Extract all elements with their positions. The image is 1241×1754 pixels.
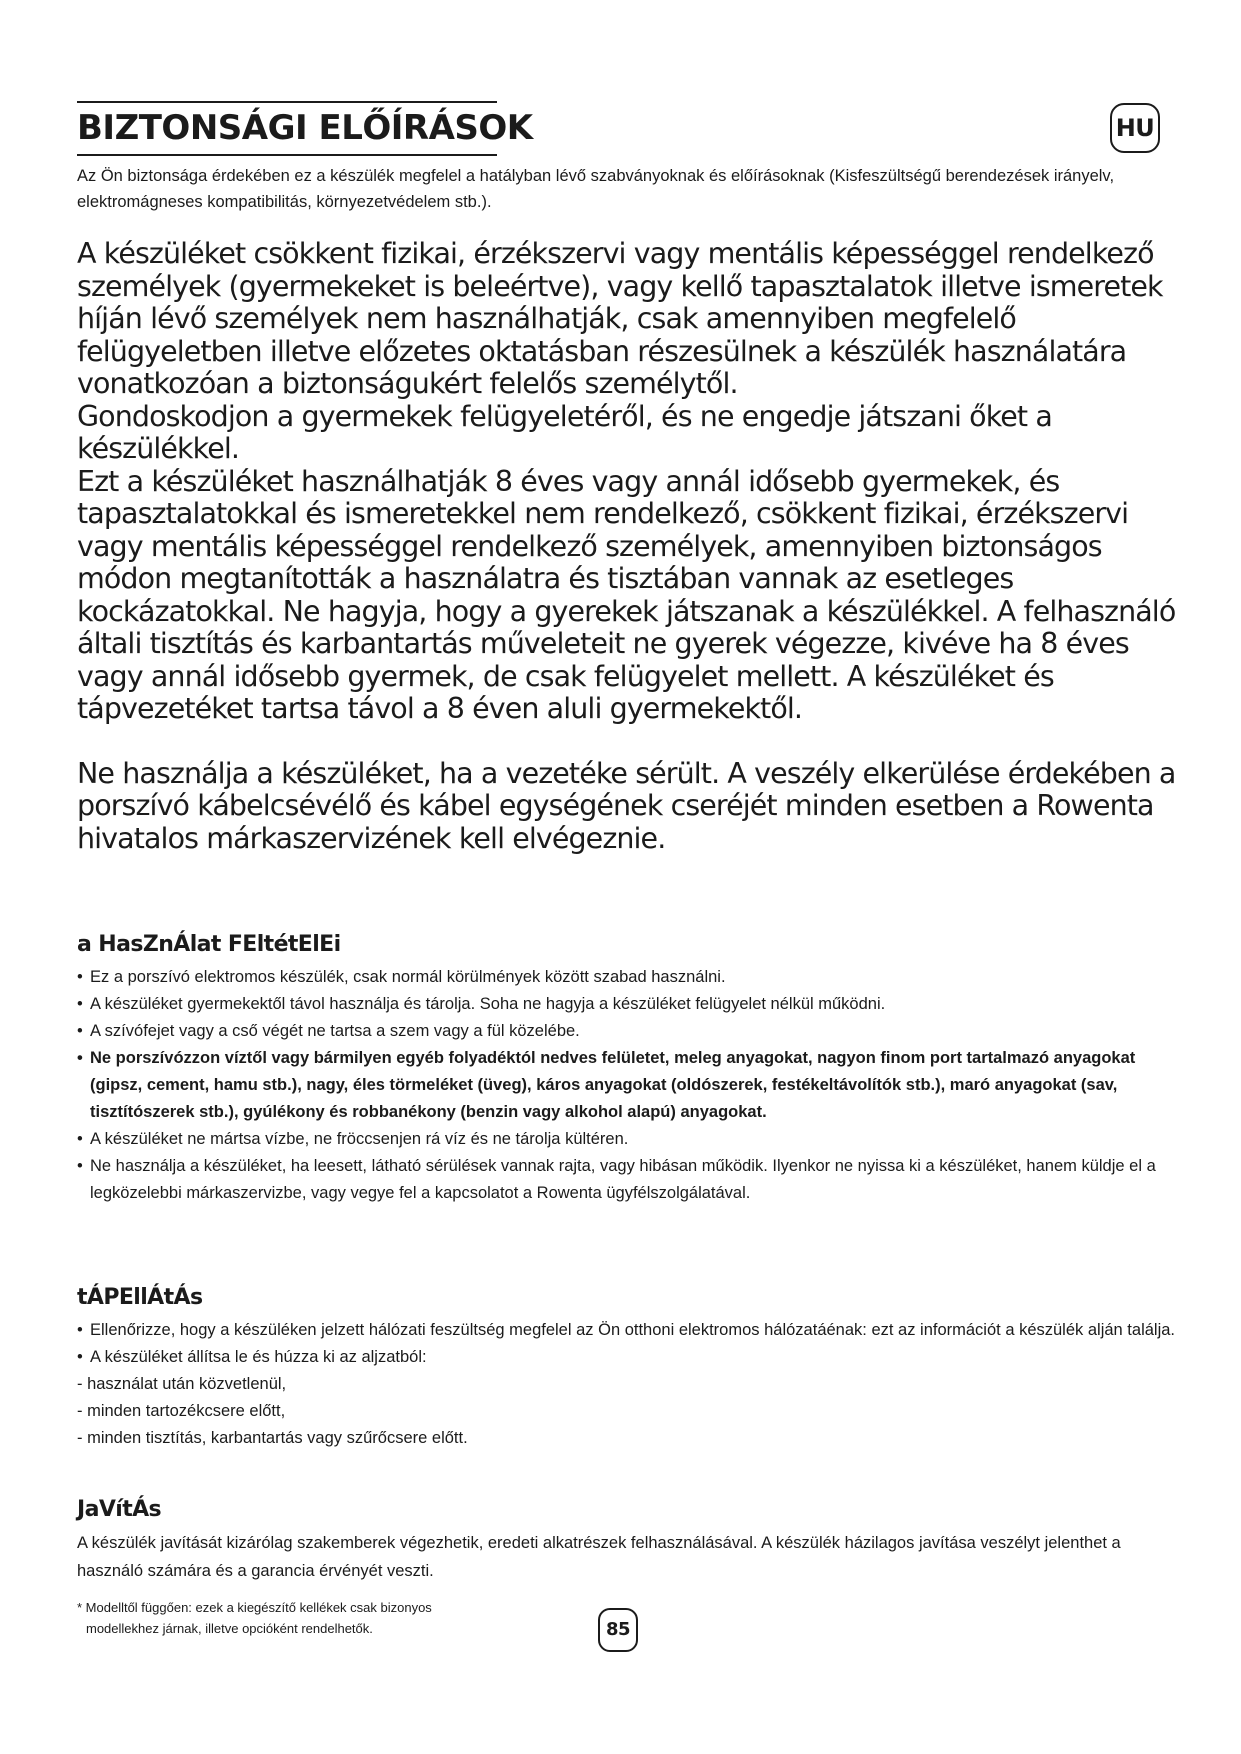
warning-paragraph: A készüléket csökkent fizikai, érzékszervi vagy mentális képességgel rendelkező személyek (gyermekeket is beleértve), vagy kellő tapasztalatok illetve ismeretek híján lévő személyek nem használhatják, csak amennyiben megfelelő felügyeletben illetve előzetes oktatásban részesülnek a készülék használatára vonatkozóan a biztonságukért felelős személytől. bbox=[77, 237, 1163, 400]
page-number: 85 bbox=[598, 1608, 638, 1652]
list-item: • A készüléket ne mártsa vízbe, ne fröccsenjen rá víz és ne tárolja kültéren. bbox=[77, 1126, 1177, 1153]
section-heading: tÁPEllÁtÁs bbox=[77, 1285, 203, 1310]
list-item-bold: • Ne porszívózzon víztől vagy bármilyen egyéb folyadéktól nedves felületet, meleg anyagokat, nagyon finom port tartalmazó anyagokat (gipsz, cement, hamu stb.), nagy, éles törmeléket (üveg), káros anyagokat (oldószerek, festékeltávolítók stb.), maró anyagokat (sav, tisztítószerek stb.), gyúlékony és robbanékony (benzin vagy alkohol alapú) anyagokat. bbox=[77, 1045, 1177, 1126]
repair-text: A készülék javítását kizárólag szakemberek végezhetik, eredeti alkatrészek felhasználásával. A készülék házilagos javítása veszélyt jelenthet a használó számára és a garancia érvényét veszti. bbox=[77, 1534, 1121, 1580]
list-item: • Ez a porszívó elektromos készülék, csak normál körülmények között szabad használni. bbox=[77, 964, 1177, 991]
list-item: • A szívófejet vagy a cső végét ne tartsa a szem vagy a fül közelébe. bbox=[77, 1018, 1177, 1045]
title-underline bbox=[77, 154, 497, 156]
paragraph-gap bbox=[77, 726, 1177, 758]
list-item: • A készüléket gyermekektől távol használja és tárolja. Soha ne hagyja a készüléket felügyelet nélkül működni. bbox=[77, 991, 1177, 1018]
warning-paragraph: Ezt a készüléket használhatják 8 éves vagy annál idősebb gyermekek, és tapasztalatokkal és ismeretekkel nem rendelkező, csökkent fizikai, érzékszervi vagy mentális képességgel rendelkező személyek, amennyiben biztonságos módon megtanították a használatra és tisztában vannak az esetleges kockázatokkal. Ne hagyja, hogy a gyerekek játszanak a készülékkel. A felhasználó általi tisztítás és karbantartás műveleteit ne gyerek végezze, kivéve ha 8 éves vagy annál idősebb gyermek, de csak felügyelet mellett. A készüléket és tápvezetéket tartsa távol a 8 éven aluli gyermekektől. bbox=[77, 464, 1176, 725]
language-badge: HU bbox=[1110, 103, 1160, 153]
sub-list-item: - használat után közvetlenül, bbox=[77, 1375, 287, 1393]
footnote-line: modellekhez járnak, illetve opcióként rendelhetők. bbox=[86, 1621, 373, 1636]
warning-paragraph: Gondoskodjon a gyermekek felügyeletéről, és ne engedje játszani őket a készülékkel. bbox=[77, 399, 1052, 465]
section-heading: a HasZnÁlat FEltétElEi bbox=[77, 932, 341, 957]
safety-warnings bbox=[77, 238, 1177, 855]
usage-conditions-section bbox=[77, 930, 1177, 1207]
intro-text: Az Ön biztonsága érdekében ez a készülék megfelel a hatályban lévő szabványoknak és előírásoknak (Kisfeszültségű berendezések irányelv, elektromágneses kompatibilitás, környezetvédelem stb.). bbox=[77, 167, 1115, 211]
footnote bbox=[77, 1597, 557, 1639]
list-item: • Ellenőrizze, hogy a készüléken jelzett hálózati feszültség megfelel az Ön otthoni elektromos hálózatáénak: ezt az információt a készülék alján találja. bbox=[77, 1317, 1177, 1344]
sub-list-item: - minden tisztítás, karbantartás vagy szűrőcsere előtt. bbox=[77, 1429, 468, 1447]
usage-list bbox=[77, 964, 1177, 1207]
footnote-line: * Modelltől függően: ezek a kiegészítő kellékek csak bizonyos bbox=[77, 1600, 432, 1615]
list-item: • A készüléket állítsa le és húzza ki az aljzatból: bbox=[77, 1344, 1177, 1371]
repair-section bbox=[77, 1495, 1177, 1585]
section-heading: JaVítÁs bbox=[77, 1497, 162, 1522]
sub-list-item: - minden tartozékcsere előtt, bbox=[77, 1402, 286, 1420]
power-list bbox=[77, 1317, 1177, 1371]
warning-paragraph: Ne használja a készüléket, ha a vezetéke sérült. A veszély elkerülése érdekében a porszívó kábelcsévélő és kábel egységének cseréjét minden esetben a Rowenta hivatalos márkaszervizének kell elvégeznie. bbox=[77, 756, 1176, 855]
list-item: • Ne használja a készüléket, ha leesett, látható sérülések vannak rajta, vagy hibásan működik. Ilyenkor ne nyissa ki a készüléket, hanem küldje el a legközelebbi márkaszervizbe, vagy vegye fel a kapcsolatot a Rowenta ügyfélszolgálatával. bbox=[77, 1153, 1177, 1207]
header-top-rule bbox=[77, 101, 497, 103]
page-title: BIZTONSÁGI ELŐÍRÁSOK bbox=[77, 108, 533, 148]
power-supply-section bbox=[77, 1283, 1177, 1452]
